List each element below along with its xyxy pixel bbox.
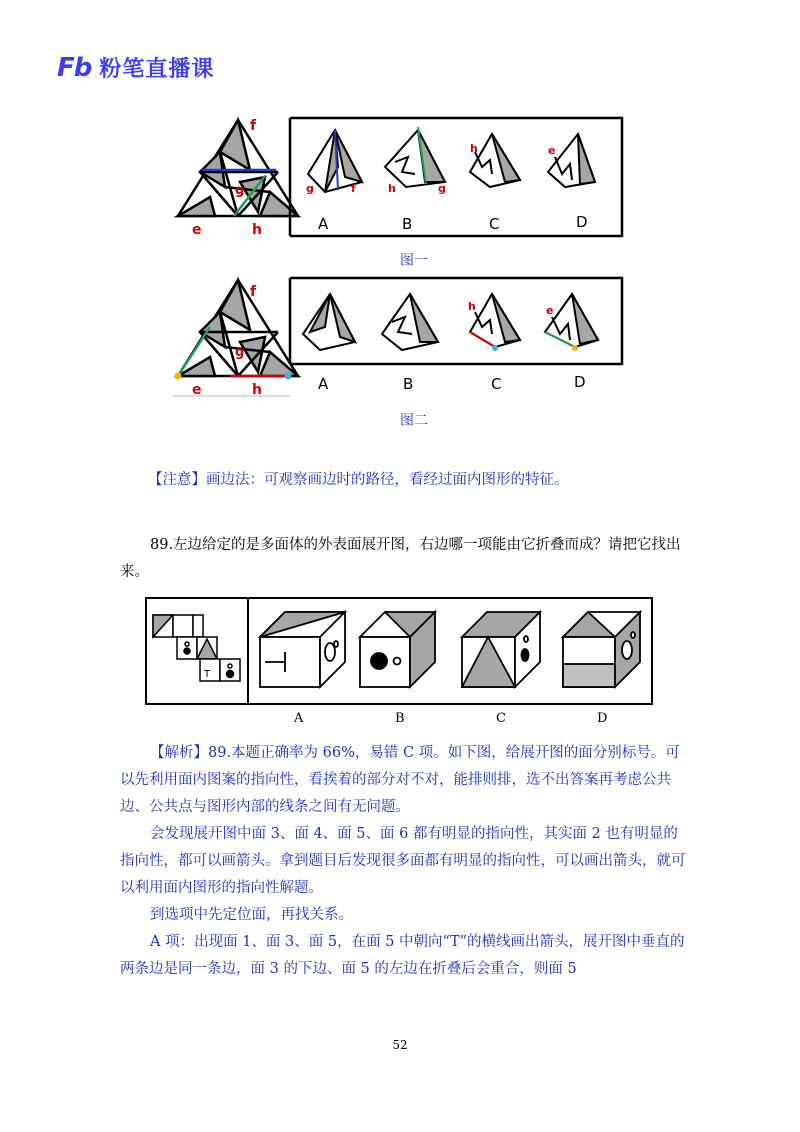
- opt1-edge-b1: h: [388, 182, 396, 195]
- figure1-option-d: D: [576, 213, 588, 231]
- figure1-option-b: B: [402, 215, 413, 233]
- page-number: 52: [392, 1038, 408, 1052]
- net2-label-f: f: [250, 284, 257, 300]
- cube-net: [153, 615, 240, 681]
- figure1-option-a: A: [318, 215, 329, 233]
- opt1-edge-a1: g: [306, 182, 314, 195]
- opt2-edge-c: h: [468, 300, 476, 313]
- figure2-caption: 图二: [400, 413, 428, 429]
- logo-mark: Fb: [57, 52, 92, 83]
- figure1-caption: 图一: [400, 253, 428, 269]
- figure2-option-d: D: [574, 373, 586, 391]
- cube-option-b: [360, 612, 435, 687]
- question-option-b: B: [395, 711, 405, 726]
- figure2-option-c: C: [491, 375, 502, 393]
- opt1-edge-c: h: [470, 142, 478, 155]
- note-line: [148, 467, 708, 494]
- cube-option-d: [563, 612, 640, 687]
- figure1-net: [178, 120, 298, 216]
- net2-label-h: h: [252, 382, 262, 398]
- net-label-g: g: [235, 183, 245, 198]
- net2-label-e: e: [192, 382, 202, 398]
- net-label-e: e: [192, 222, 202, 238]
- brand-name: 粉笔直播课: [99, 57, 215, 82]
- opt1-edge-b2: g: [438, 182, 446, 195]
- cube-option-c: [462, 612, 540, 687]
- cube-option-a: [260, 612, 345, 687]
- figure2-net: [178, 280, 298, 376]
- figure2-option-shapes: [303, 294, 598, 350]
- opt2-edge-d: e: [546, 304, 554, 317]
- analysis-paragraph-4: A 项：出现面 1、面 3、面 5，在面 5 中朝向“T”的横线画出箭头，展开图中垂直的两条边是同一条边，面 3 的下边、面 5 的左边在折叠后会重合，则面 5: [120, 934, 685, 977]
- analysis-paragraph-1: 【解析】89.本题正确率为 66%，易错 C 项。如下图，给展开图的面分别标号。可以先利用面内图案的指向性，看挨着的部分对不对，能排则排，选不出答案再考虑公共边、公共点与图形内部的线条之间有无问题。: [120, 745, 680, 815]
- figure1-option-c: C: [489, 215, 500, 233]
- opt1-edge-d: e: [548, 144, 556, 157]
- net-T-glyph: T: [204, 669, 211, 680]
- figure2-option-a: A: [318, 375, 329, 393]
- net2-label-g: g: [235, 345, 245, 360]
- analysis-block: [120, 740, 690, 983]
- analysis-paragraph-2: 会发现展开图中面 3、面 4、面 5、面 6 都有明显的指向性，其实面 2 也有明显的指向性，都可以画箭头。拿到题目后发现很多面都有明显的指向性，可以画出箭头，就可以利用面内图形的指向性解题。: [120, 826, 686, 896]
- question-text: 89.左边给定的是多面体的外表面展开图，右边哪一项能由它折叠而成？请把它找出来。: [120, 537, 681, 580]
- question-figure: [145, 597, 655, 709]
- brand-logo: [57, 52, 214, 83]
- analysis-paragraph-3: 到选项中先定位面，再找关系。: [150, 907, 353, 923]
- figure-1: [170, 112, 630, 242]
- question-option-c: C: [496, 711, 506, 726]
- net-label-f: f: [250, 118, 257, 134]
- question-block: [120, 532, 690, 586]
- figure-2: [170, 272, 630, 402]
- note-text: 【注意】画边法：可观察画边时的路径，看经过面内图形的特征。: [148, 472, 569, 488]
- net-label-h: h: [252, 222, 262, 238]
- opt1-edge-a2: f: [351, 182, 356, 195]
- question-option-d: D: [597, 711, 608, 726]
- figure2-option-b: B: [403, 375, 414, 393]
- question-option-a: A: [294, 711, 304, 726]
